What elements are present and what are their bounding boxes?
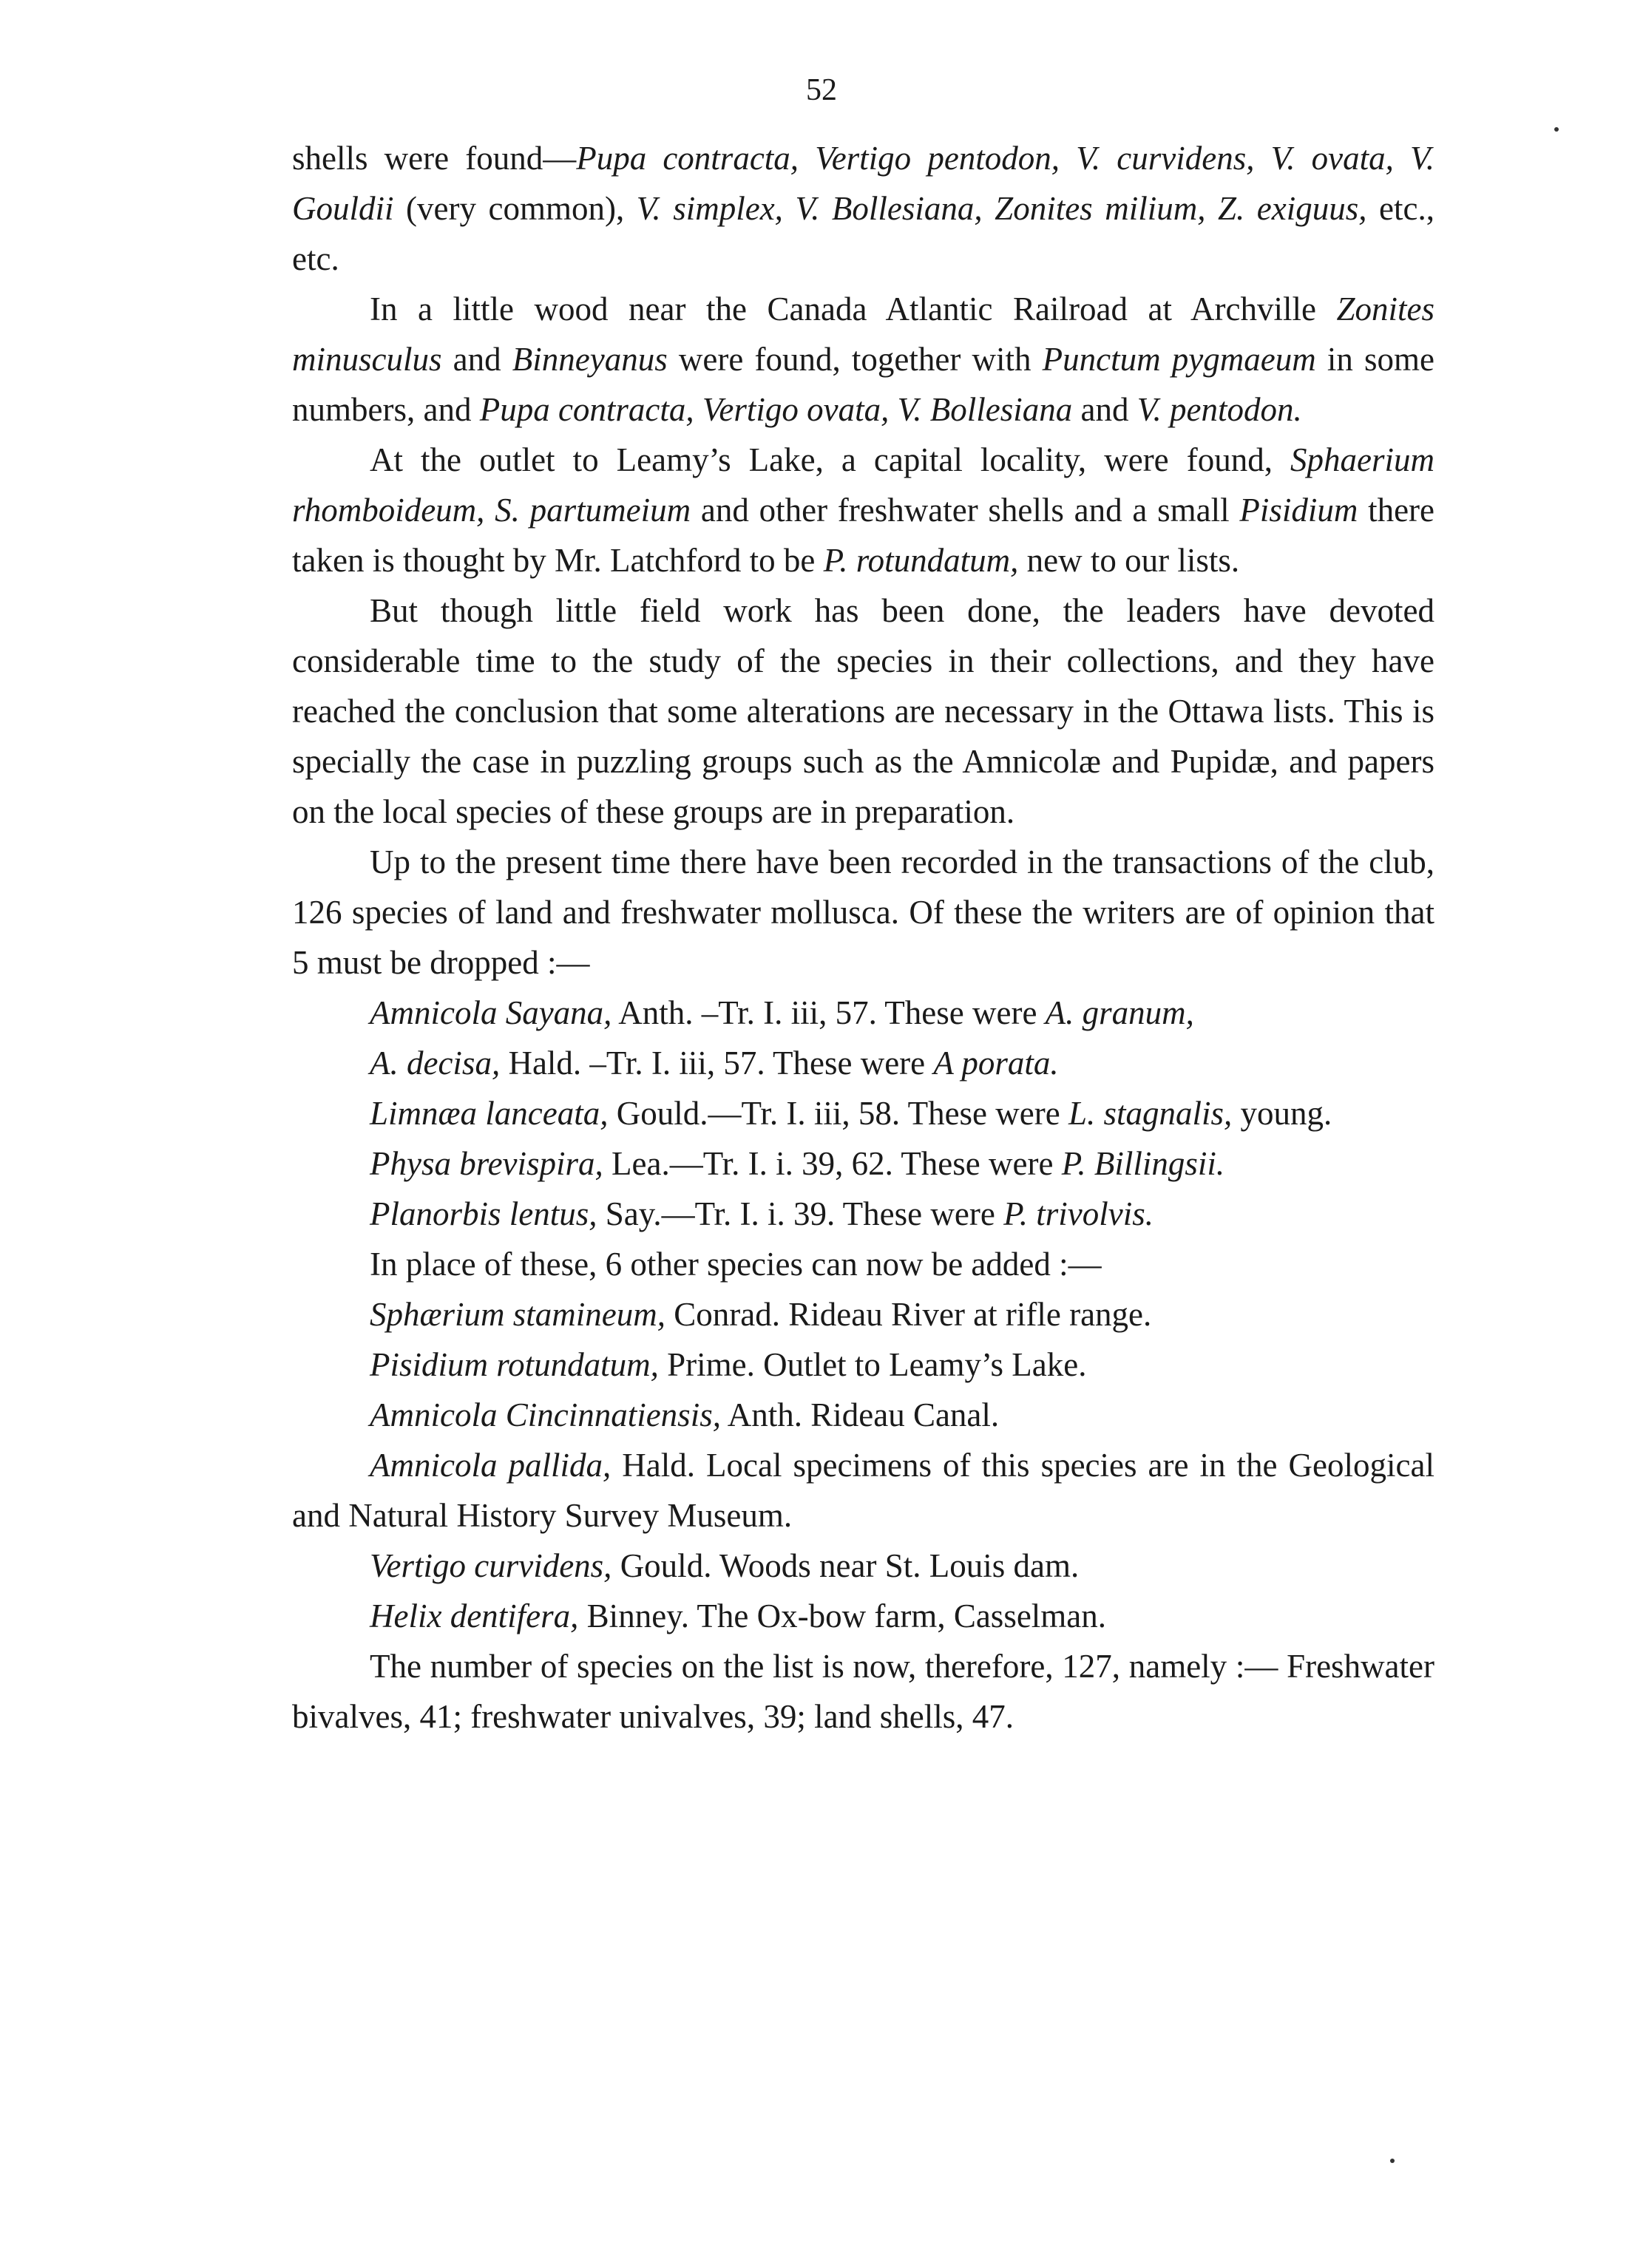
species-name: Pisidium rotundatum, — [370, 1346, 659, 1383]
added-species-item — [292, 1440, 1434, 1541]
species-name: Sphaerium rhomboideum, S. partumeium — [292, 441, 1434, 529]
paragraph-species-count — [292, 837, 1434, 988]
text-run: shells were found— — [292, 140, 577, 177]
species-name: A porata. — [933, 1045, 1059, 1082]
species-name: Vertigo curvidens, — [370, 1547, 612, 1584]
closing-paragraph: The number of species on the list is now, therefore, 127, namely :— Freshwater bivalves, 41; freshwater univalves, 39; land shells, 47. — [292, 1648, 1434, 1735]
text-run: in some numbers, and — [292, 341, 1435, 428]
species-name: Planorbis lentus, — [370, 1195, 597, 1232]
text-run: Say.—Tr. I. i. 39. These were — [597, 1195, 1004, 1232]
species-name: Amnicola Sayana, — [370, 994, 612, 1031]
dropped-species-item — [292, 1038, 1434, 1088]
paragraph-continuation — [292, 133, 1434, 284]
species-name: P. Billingsii. — [1061, 1145, 1225, 1182]
text-run: were found, together with — [667, 341, 1043, 378]
dropped-species-item — [292, 988, 1434, 1038]
text-run: and — [1072, 391, 1137, 428]
text-run: Conrad. Rideau River at rifle range. — [665, 1296, 1152, 1333]
text-run: Prime. Outlet to Leamy’s Lake. — [658, 1346, 1087, 1383]
species-name: V. simplex, V. Bollesiana, Zonites milium, Z. exiguus, — [636, 190, 1367, 227]
paragraph-archville — [292, 284, 1434, 435]
scan-speck — [1554, 127, 1559, 132]
text-run: and — [441, 341, 512, 378]
species-name: L. stagnalis, — [1068, 1095, 1233, 1132]
species-name: P. trivolvis. — [1003, 1195, 1154, 1232]
species-name: Physa brevispira, — [370, 1145, 603, 1182]
species-name: P. rotundatum, — [823, 542, 1019, 579]
text-run: (very common), — [393, 190, 637, 227]
text-run: new to our lists. — [1018, 542, 1240, 579]
scan-speck — [1390, 2159, 1395, 2163]
text-run: Binney. The Ox-bow farm, Casselman. — [578, 1598, 1107, 1634]
page-body — [292, 133, 1434, 1742]
page-number: 52 — [806, 73, 837, 107]
paragraph-field-work — [292, 585, 1434, 837]
species-name: Punctum pygmaeum — [1042, 341, 1316, 378]
paragraph-leamys-lake — [292, 435, 1434, 585]
species-name: V. pentodon. — [1136, 391, 1302, 428]
text-run: Hald. –Tr. I. iii, 57. These were — [500, 1045, 934, 1082]
dropped-species-item — [292, 1189, 1434, 1239]
added-species-item — [292, 1289, 1434, 1340]
added-species-item — [292, 1390, 1434, 1440]
added-species-item — [292, 1591, 1434, 1641]
species-name: Amnicola Cincinnatiensis, — [370, 1396, 721, 1433]
dropped-species-item — [292, 1088, 1434, 1138]
species-name: Zonites minusculus — [292, 291, 1434, 378]
text-run: Anth. –Tr. I. iii, 57. These were — [612, 994, 1046, 1031]
species-name: Pisidium — [1239, 492, 1358, 529]
text-run: In a little wood near the Canada Atlantic Railroad at Archville — [370, 291, 1337, 327]
text-run: But though little field work has been done, the leaders have devoted considerable time to the study of the species in their collections, and they have reached the conclusion that some alterations are necessary in the Ottawa lists. This is specially the case in puzzling groups such as the Amnicolæ and Pupidæ, and papers on the local species of these groups are in preparation. — [292, 592, 1434, 830]
species-name: Sphærium stamineum, — [370, 1296, 666, 1333]
text-run: etc., etc. — [292, 190, 1434, 277]
species-name: Amnicola pallida, — [370, 1447, 612, 1484]
text-run: Up to the present time there have been recorded in the transactions of the club, 126 species of land and freshwater mollusca. Of these the writers are of opinion that 5 must be dropped :— — [292, 843, 1434, 981]
text-run: Lea.—Tr. I. i. 39, 62. These were — [603, 1145, 1062, 1182]
added-species-intro: In place of these, 6 other species can now be added :— — [370, 1246, 1102, 1283]
species-name: Pupa contracta, Vertigo pentodon, V. curvidens, V. ovata, V. Gouldii — [292, 140, 1434, 227]
species-name: Pupa contracta, Vertigo ovata, V. Bollesiana — [479, 391, 1073, 428]
text-run: Gould. Woods near St. Louis dam. — [612, 1547, 1080, 1584]
text-run: there taken is thought by Mr. Latchford to be — [292, 492, 1435, 579]
text-run: At the outlet to Leamy’s Lake, a capital locality, were found, — [370, 441, 1290, 478]
species-name: A. granum, — [1045, 994, 1194, 1031]
text-run: Hald. Local specimens of this species are in the Geological and Natural History Survey Museum. — [292, 1447, 1434, 1534]
species-name: Limnæa lanceata, — [370, 1095, 609, 1132]
text-run: young. — [1232, 1095, 1332, 1132]
species-name: A. decisa, — [370, 1045, 501, 1082]
added-species-item — [292, 1541, 1434, 1591]
text-run: and other freshwater shells and a small — [691, 492, 1240, 529]
text-run: Anth. Rideau Canal. — [720, 1396, 1000, 1433]
species-name: Helix dentifera, — [370, 1598, 579, 1634]
added-species-item — [292, 1340, 1434, 1390]
text-run: Gould.—Tr. I. iii, 58. These were — [608, 1095, 1068, 1132]
species-name: Binneyanus — [512, 341, 668, 378]
dropped-species-item — [292, 1138, 1434, 1189]
